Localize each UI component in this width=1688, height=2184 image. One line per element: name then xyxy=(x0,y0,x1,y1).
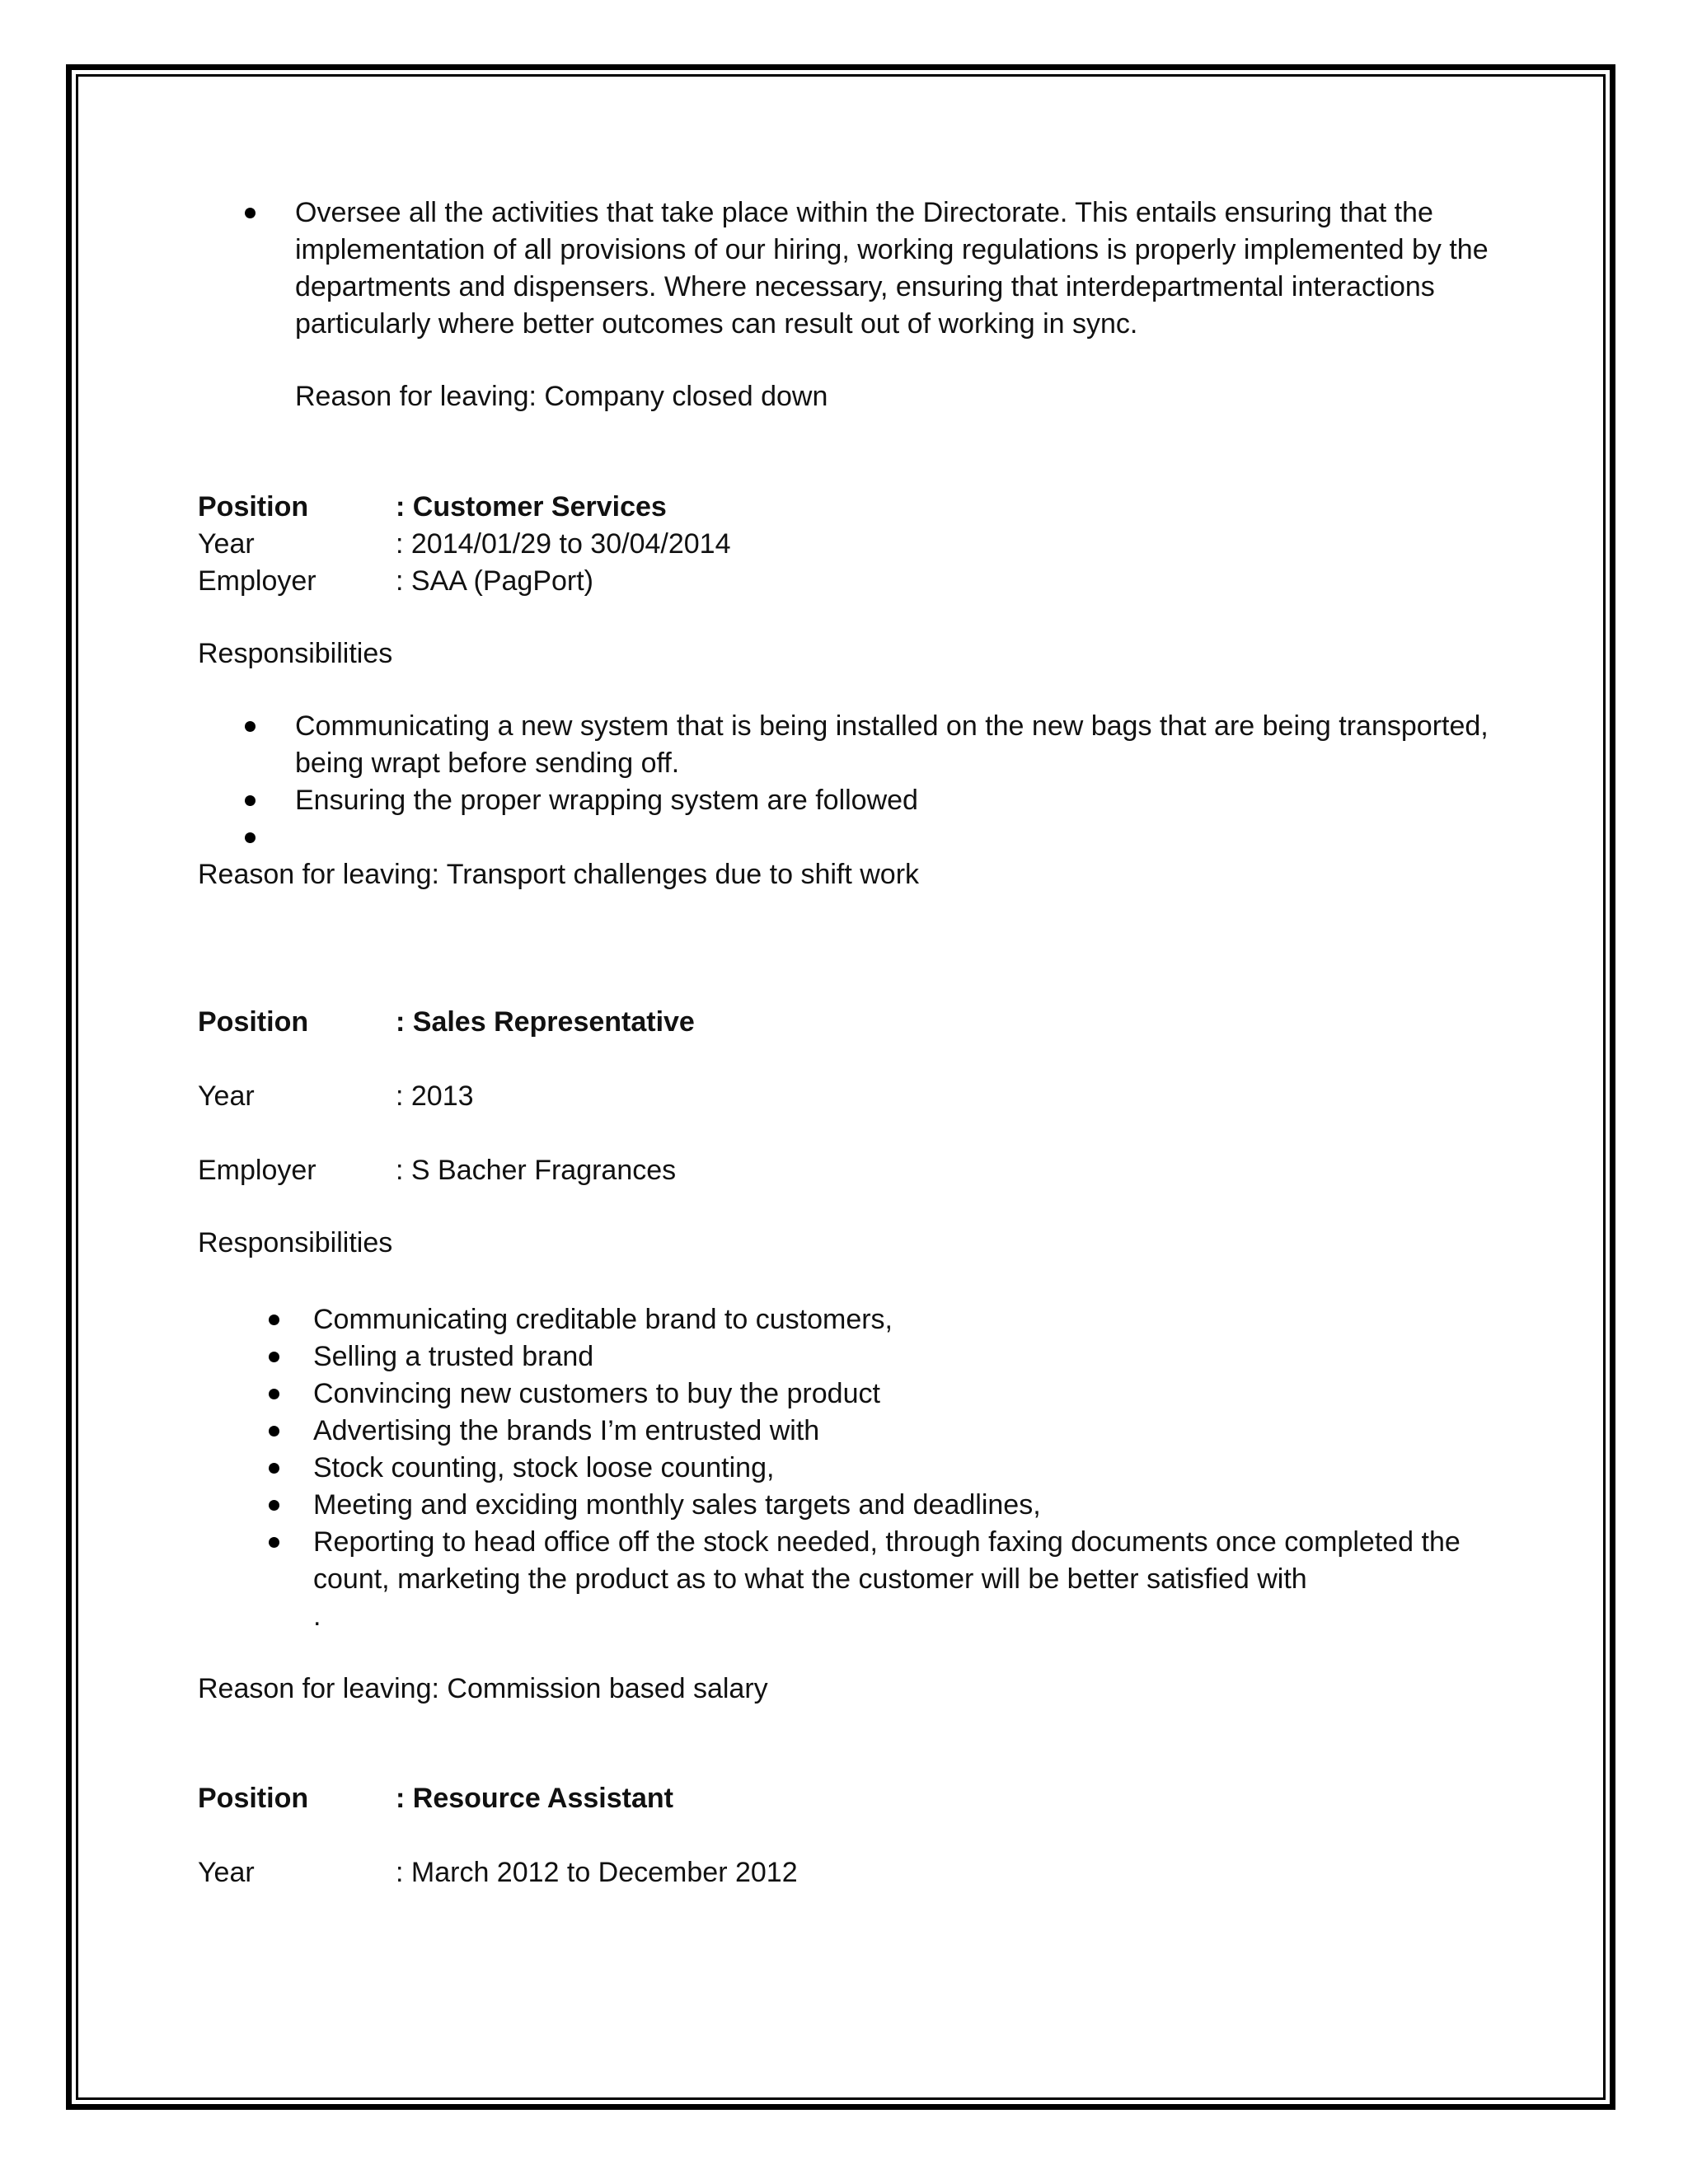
job1-reason: Reason for leaving: Transport challenges due to shift work xyxy=(198,859,920,890)
position-value: : Resource Assistant xyxy=(396,1783,673,1814)
position-value: : Sales Representative xyxy=(396,1006,695,1038)
year-value: : 2013 xyxy=(396,1080,474,1112)
trailing-period: . xyxy=(313,1601,321,1632)
bullet-icon xyxy=(269,1426,279,1436)
responsibilities-heading: Responsibilities xyxy=(198,1227,393,1258)
bullet-icon xyxy=(245,721,256,732)
list-item xyxy=(295,708,1517,782)
job3-position-row xyxy=(198,1780,1517,1817)
bullet-icon xyxy=(269,1352,279,1362)
list-item xyxy=(313,1450,1500,1487)
list-item xyxy=(295,194,1517,343)
employer-label: Employer xyxy=(198,1155,316,1186)
job2-year-row xyxy=(198,1078,1517,1115)
intro-bullet-text: Oversee all the activities that take place within the Directorate. This entails ensuring that the implementation of all provisions of our hiring, working regulations is properly implemented by the departments and dispensers. Where necessary, ensuring that interdepartmental interactions particularly where better outcomes can result out of working in sync. xyxy=(295,197,1489,340)
employer-label: Employer xyxy=(198,565,316,597)
bullet-icon xyxy=(269,1389,279,1399)
year-label: Year xyxy=(198,1857,255,1888)
bullet-icon xyxy=(245,795,256,806)
intro-bullet-list xyxy=(295,194,1517,343)
job1-employer-row xyxy=(198,563,1517,600)
job2-reason: Reason for leaving: Commission based salary xyxy=(198,1673,768,1704)
position-label: Position xyxy=(198,491,309,523)
year-value: : 2014/01/29 to 30/04/2014 xyxy=(396,528,731,560)
list-item xyxy=(295,819,1517,856)
list-item-text: Ensuring the proper wrapping system are followed xyxy=(295,785,918,816)
list-item-text: Communicating a new system that is being installed on the new bags that are being transported, being wrapt before sending off. xyxy=(295,710,1489,779)
list-item-text: Convincing new customers to buy the product xyxy=(313,1378,880,1409)
position-label: Position xyxy=(198,1783,309,1814)
job1-position-row xyxy=(198,489,1517,526)
job2-responsibilities-list xyxy=(313,1301,1500,1598)
list-item-text: Stock counting, stock loose counting, xyxy=(313,1452,775,1483)
bullet-icon xyxy=(269,1315,279,1325)
year-label: Year xyxy=(198,528,255,560)
list-item xyxy=(313,1376,1500,1413)
job2-employer-row xyxy=(198,1152,1517,1189)
list-item-text: Communicating creditable brand to customers, xyxy=(313,1304,893,1335)
bullet-icon xyxy=(269,1500,279,1511)
resume-page xyxy=(198,194,1517,1891)
list-item-text: Reporting to head office off the stock needed, through faxing documents once completed the count, marketing the product as to what the customer will be better satisfied with xyxy=(313,1526,1461,1595)
list-item xyxy=(295,782,1517,819)
bullet-icon xyxy=(269,1463,279,1474)
job1-responsibilities-list xyxy=(295,708,1517,856)
list-item xyxy=(313,1413,1500,1450)
position-value: : Customer Services xyxy=(396,491,667,523)
year-value: : March 2012 to December 2012 xyxy=(396,1857,798,1888)
list-item xyxy=(313,1301,1500,1338)
intro-reason: Reason for leaving: Company closed down xyxy=(295,381,828,412)
bullet-icon xyxy=(269,1537,279,1548)
list-item-text: Advertising the brands I’m entrusted with xyxy=(313,1415,820,1446)
list-item-text: Meeting and exciding monthly sales targets and deadlines, xyxy=(313,1489,1041,1521)
employer-value: : S Bacher Fragrances xyxy=(396,1155,677,1186)
job3-year-row xyxy=(198,1854,1517,1891)
list-item xyxy=(313,1338,1500,1376)
job2-position-row xyxy=(198,1004,1517,1041)
list-item-text: Selling a trusted brand xyxy=(313,1341,594,1372)
job1-year-row xyxy=(198,526,1517,563)
position-label: Position xyxy=(198,1006,309,1038)
list-item xyxy=(313,1524,1500,1598)
employer-value: : SAA (PagPort) xyxy=(396,565,593,597)
list-item xyxy=(313,1487,1500,1524)
bullet-icon xyxy=(245,832,256,843)
bullet-icon xyxy=(245,208,256,218)
responsibilities-heading: Responsibilities xyxy=(198,638,393,669)
year-label: Year xyxy=(198,1080,255,1112)
